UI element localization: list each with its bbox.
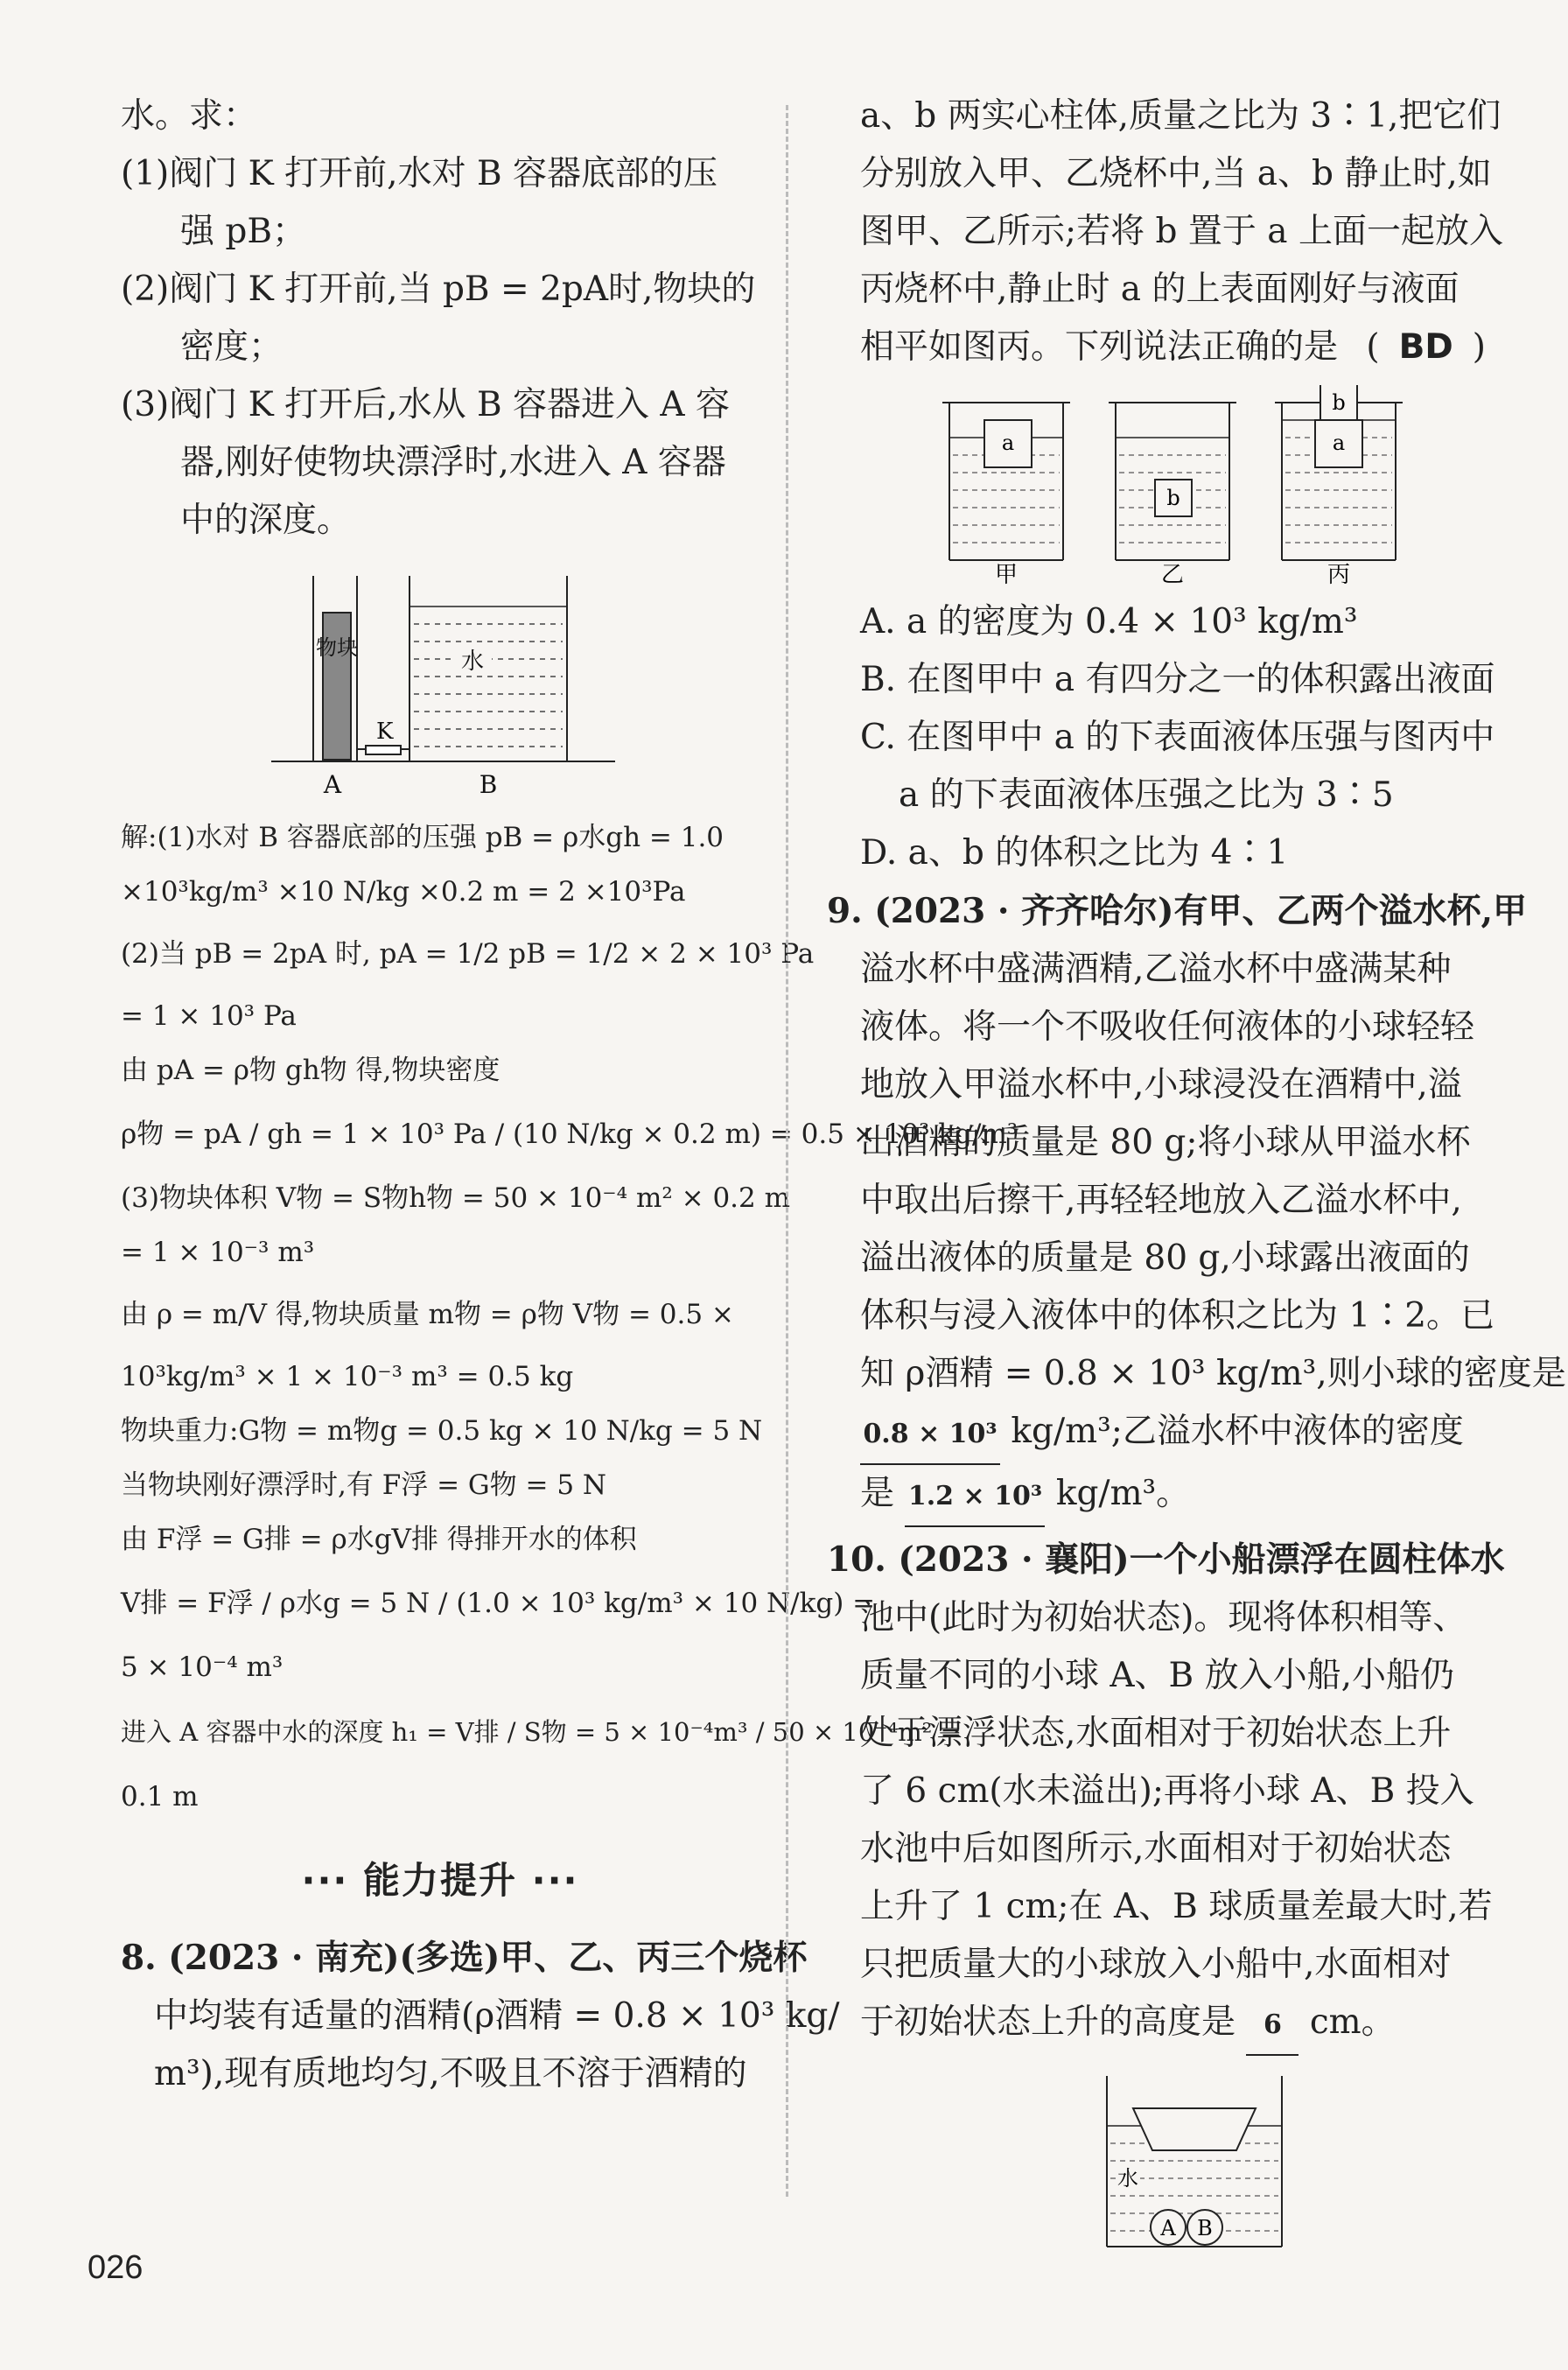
beaker-yi-label: 乙 (1160, 562, 1185, 586)
option-c-cont: a 的下表面液体压强之比为 3∶5 (899, 775, 1394, 815)
q9-line: 液体。将一个不吸收任何液体的小球轻轻 (860, 1007, 1475, 1047)
option-d: D. a、b 的体积之比为 4∶1 (860, 833, 1289, 873)
solution-line: ρ物 = pA / gh = 1 × 10³ Pa / (10 N/kg × 0.2 m) = 0.5 × 10³ kg/m³ (121, 1118, 1018, 1150)
q9-line: 体积与浸入液体中的体积之比为 1∶2。已 (860, 1296, 1495, 1336)
q9-line: 知 ρ酒精 = 0.8 × 10³ kg/m³,则小球的密度是 (860, 1354, 1566, 1393)
solution-line: 解:(1)水对 B 容器底部的压强 pB = ρ水gh = 1.0 (121, 822, 724, 853)
q7-line: 中的深度。 (180, 501, 352, 540)
beaker-jia (942, 403, 1070, 586)
solution-line: 10³kg/m³ × 1 × 10⁻³ m³ = 0.5 kg (121, 1361, 574, 1392)
block-label: 物块 (316, 635, 358, 660)
q8-line: 中均装有适量的酒精(ρ酒精 = 0.8 × 10³ kg/ (154, 1996, 840, 2036)
q7-line: 密度； (180, 327, 284, 367)
q7-line: 水。求： (121, 96, 258, 136)
q10-line: 只把质量大的小球放入小船中,水面相对 (860, 1945, 1452, 1984)
valve-label: K (376, 719, 394, 745)
q10-line: 质量不同的小球 A、B 放入小船,小船仍 (860, 1656, 1455, 1695)
q9-line: 中取出后擦干,再轻轻地放入乙溢水杯中, (860, 1181, 1462, 1220)
q8-text: 8. (2023 · 南充)(多选)甲、乙、丙三个烧杯 (121, 1938, 808, 1978)
solution-line: 5 × 10⁻⁴ m³ (121, 1651, 284, 1683)
beaker-yi (1109, 403, 1236, 586)
q10-line: 处于漂浮状态,水面相对于初始状态上升 (860, 1714, 1452, 1753)
q10-line (827, 1531, 1505, 1589)
q10-line: 水池中后如图所示,水面相对于初始状态 (860, 1829, 1452, 1869)
solution-line: 当物块刚好漂浮时,有 F浮 = G物 = 5 N (121, 1469, 607, 1501)
pool-water-label: 水 (1117, 2166, 1138, 2191)
block-a-label: a (1001, 431, 1015, 455)
solution-line: 由 pA = ρ物 gh物 得,物块密度 (121, 1055, 500, 1086)
q8-line: 图甲、乙所示;若将 b 置于 a 上面一起放入 (860, 212, 1503, 251)
solution-line: V排 = F浮 / ρ水g = 5 N / (1.0 × 10³ kg/m³ × 10 N/kg) = (121, 1588, 876, 1619)
block-b-label: b (1166, 486, 1180, 510)
solution-line: ×10³kg/m³ ×10 N/kg ×0.2 m = 2 ×10³Pa (121, 876, 686, 908)
q9-line: 溢出液体的质量是 80 g,小球露出液面的 (860, 1238, 1470, 1278)
label-a: A (323, 770, 342, 799)
q9-line: 溢水杯中盛满酒精,乙溢水杯中盛满某种 (860, 950, 1452, 989)
q9-line (827, 882, 1528, 941)
q7-line: (2)阀门 K 打开前,当 pB = 2pA时,物块的 (121, 270, 756, 309)
label-b: B (479, 770, 498, 799)
q9-text: 9. (2023 · 齐齐哈尔)有甲、乙两个溢水杯,甲 (827, 891, 1528, 931)
connected-containers-figure (270, 567, 620, 803)
q9-answer-2: 1.2 × 10³ (905, 1468, 1045, 1527)
q9-line (827, 1403, 1501, 1465)
q9-answer-1: 0.8 × 10³ (860, 1406, 1000, 1465)
q8-line (121, 1929, 808, 1988)
solution-line: 由 F浮 = G排 = ρ水gV排 得排开水的体积 (121, 1524, 637, 1555)
q9-line (827, 1465, 1501, 1527)
q10-line: 池中(此时为初始状态)。现将体积相等、 (860, 1598, 1467, 1637)
q10-unit: cm。 (1309, 2002, 1396, 2042)
page-number: 026 (88, 2249, 144, 2286)
block-b-top-label: b (1332, 390, 1346, 415)
water-label: 水 (460, 649, 485, 675)
q8-options (827, 593, 1501, 882)
ball-a-label: A (1160, 2216, 1176, 2240)
q9-unit-1: kg/m³;乙溢水杯中液体的密度 (1011, 1412, 1464, 1451)
option-c: C. 在图甲中 a 的下表面液体压强与图丙中 (860, 718, 1495, 757)
q10-line: 上升了 1 cm;在 A、B 球质量差最大时,若 (860, 1887, 1493, 1926)
block-a-bing-label: a (1332, 431, 1346, 455)
solution-line: (2)当 pB = 2pA 时, pA = 1/2 pB = 1/2 × 2 × 10³ Pa (121, 938, 815, 970)
q7-line: (3)阀门 K 打开后,水从 B 容器进入 A 容 (121, 385, 730, 424)
q9-unit-2: kg/m³。 (1055, 1474, 1191, 1513)
solution-line: 由 ρ = m/V 得,物块质量 m物 = ρ物 V物 = 0.5 × (121, 1299, 734, 1330)
right-column (827, 88, 1566, 2255)
beakers-figure (941, 385, 1431, 586)
q7-line: 器,刚好使物块漂浮时,水进入 A 容器 (180, 443, 726, 482)
q10-line (827, 1994, 1501, 2056)
column-divider (786, 105, 788, 2197)
ball-b-label: B (1197, 2216, 1213, 2240)
solution-line: = 1 × 10³ Pa (121, 1000, 297, 1032)
q10-answer: 6 (1246, 1996, 1298, 2056)
q9-pre-2: 是 (860, 1474, 895, 1513)
q8-line: 丙烧杯中,静止时 a 的上表面刚好与液面 (860, 270, 1460, 309)
q7-line: 强 pB； (180, 212, 307, 251)
q10-text: 10. (2023 · 襄阳)一个小船漂浮在圆柱体水 (827, 1539, 1505, 1580)
option-b: B. 在图甲中 a 有四分之一的体积露出液面 (860, 660, 1495, 699)
q10-question-end: 于初始状态上升的高度是 (860, 2002, 1236, 2042)
beaker-bing (1275, 385, 1403, 586)
beaker-jia-label: 甲 (994, 562, 1018, 586)
q8-question-end: 相平如图丙。下列说法正确的是 (860, 327, 1339, 367)
q8-answer: BD (1398, 327, 1453, 367)
solution-line: 物块重力:G物 = m物g = 0.5 kg × 10 N/kg = 5 N (121, 1415, 763, 1447)
q9-line: 地放入甲溢水杯中,小球浸没在酒精中,溢 (860, 1065, 1462, 1104)
solution-line: = 1 × 10⁻³ m³ (121, 1237, 315, 1268)
q7-line: (1)阀门 K 打开前,水对 B 容器底部的压 (121, 154, 718, 193)
pool-figure (1098, 2072, 1291, 2255)
q10-line: 了 6 cm(水未溢出);再将小球 A、B 投入 (860, 1771, 1474, 1811)
q8-line: 相平如图丙。下列说法正确的是 ( BD ) (860, 327, 1486, 367)
beaker-bing-label: 丙 (1326, 562, 1351, 586)
solution-line: 进入 A 容器中水的深度 h₁ = V排 / S物 = 5 × 10⁻⁴m³ / 50 × 10⁻⁴m² = (121, 1717, 962, 1747)
solution-line: (3)物块体积 V物 = S物h物 = 50 × 10⁻⁴ m² × 0.2 m (121, 1182, 790, 1214)
q8-line: m³),现有质地均匀,不吸且不溶于酒精的 (154, 2054, 747, 2093)
q8-line: 分别放入甲、乙烧杯中,当 a、b 静止时,如 (860, 154, 1492, 193)
solution-line: 0.1 m (121, 1781, 199, 1813)
q8-line: a、b 两实心柱体,质量之比为 3∶1,把它们 (860, 96, 1502, 136)
option-a: A. a 的密度为 0.4 × 10³ kg/m³ (860, 602, 1358, 642)
q9-line: 出酒精的质量是 80 g;将小球从甲溢水杯 (860, 1123, 1471, 1162)
section-title: ··· 能力提升 ··· (301, 1859, 579, 1902)
